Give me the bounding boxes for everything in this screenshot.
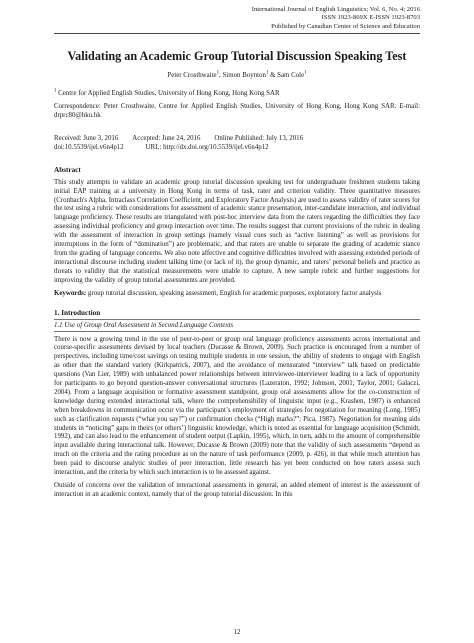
received-date: Received: June 3, 2016 xyxy=(54,134,119,142)
author-affiliation-mark: 1 xyxy=(265,70,269,76)
subsection-heading: 1.1 Use of Group Oral Assessment in Second Language Contexts xyxy=(54,321,234,329)
author-name: Sam Cole xyxy=(277,72,305,79)
section-heading: 1. Introduction xyxy=(54,308,101,317)
intro-paragraph-1: There is now a growing trend in the use of peer-to-peer or group oral language proficiency assessments across international and course-specific assessments devised by local teachers (Ducasse & Brown, 2009). Such practice is encouraged from a number of perspectives, including time/cost savings on testing multiple students in one session, the ability of students to engage with English as other than the standard variety (Kirkpatrick, 2007), and the avoidance of mensurated “interview” talk based on predictable questions (Van Lier, 1989) with unbalanced power relationships between interviewee-interviewer leading to a lack of opportunity for participants to go beyond question-answer conversational structures (Lazeraton, 1992; Johnson, 2001; Taylor, 2001; Galaczi, 2004). From a language acquisition or formative assessment standpoint, group oral assessments allow for the co-construction of knowledge during extended interactional talk, where the comprehensibility of linguistic input (e.g., Krashen, 1987) is enhanced when breakdowns in communication occur via the participant’s employment of strategies for negotiation for meaning (Long, 1985) such as clarification requests (“what you say?”) or confirmation checks (“High marks?”: Pica, 1987). Negotiation for meaning aids students in “noticing” gaps in theirs (or others’) linguistic knowledge, which is noted as essential for language acquisition (Schmidt, 1992), and can also lead to the enhancement of student output (Lapkin, 1995), which, in turn, adds to the amount of comprehensible input available during interactional talk. However, Ducasse & Brown (2009) note that the validity of such assessments “depend as much on the criteria and the rating procedure as on the nature of task performance (2009, p. 426), in that while much attention has been paid to discourse analytic studies of peer interaction, little research has yet been conducted on how raters assess such interaction, and the criteria by which such interaction is to be assessed against. xyxy=(54,335,420,477)
intro-paragraph-2: Outside of concerns over the validation of interactional assessments in general, an added element of interest is the assessment of interaction in an academic context, namely that of the group tutorial discussion. In this xyxy=(54,482,420,498)
doi: doi:10.5539/ijel.v6n4p12 xyxy=(54,143,124,151)
affiliation-mark: 1 xyxy=(54,88,57,94)
affiliation xyxy=(54,90,420,99)
abstract-heading: Abstract xyxy=(54,165,81,174)
subsection-rule xyxy=(54,331,420,332)
online-date: Online Published: July 13, 2016 xyxy=(214,134,304,142)
accepted-date: Accepted: June 24, 2016 xyxy=(132,134,201,142)
keywords-label: Keywords: xyxy=(54,289,87,297)
correspondence: Correspondence: Peter Crosthwaite, Centre for Applied English Studies, University of Hong Kong, Hong Kong SAR. E-mail: drprc80@hku.hk xyxy=(54,102,420,119)
journal-line: International Journal of English Linguistics; Vol. 6, No. 4; 2016 xyxy=(251,6,420,13)
abstract-text: This study attempts to validate an academic group tutorial discussion speaking test for undergraduate freshmen students taking initial EAP training at a university in Hong Kong in terms of task, rater and criterion validity. Three quantitative measures (Cronbach's Alpha, Intraclass Correlation Coefficient, and Exploratory Factor Analysis) are used to assess validity of rater scores for the test using a rubric with considerations for assessment of academic stance presentation, inter-candidate interaction, and individual language proficiency. These results are triangulated with post-hoc interview data from the raters regarding the difficulties they face assessing individual proficiency and group interaction over time. The results suggest that current provisions of the rubric in dealing with the assessment of interaction in group settings (namely visual cues such as “active listening” as well as provisions for interruptions in the form of “domination”) are problematic, and that raters are unable to separate the grading of academic stance from the grading of language concerns. We also note affective and cognitive difficulties involved with assessing extended periods of interactional discourse including student talking time (or lack of it), the group dynamic, and raters’ personal beliefs and practice as threats to validity that the statistical measurements were unable to capture. A new sample rubric and further suggestions for improving the validity of group tutorial assessments are provided. xyxy=(54,178,420,284)
issn-line: ISSN 1923-869X E-ISSN 1923-8703 xyxy=(321,14,420,22)
author-affiliation-mark: 1 xyxy=(216,70,220,76)
author-affiliation-mark: 1 xyxy=(304,70,307,76)
journal-header xyxy=(120,6,420,31)
author-name: Simon Boynton xyxy=(222,72,266,79)
doi-url[interactable]: URL: http://dx.doi.org/10.5539/ijel.v6n4p12 xyxy=(145,143,269,151)
author-line: Peter Crosthwaite$^1$, Simon Boynton$^1$ & Sam Cole$^1$ xyxy=(167,70,307,79)
affiliation-text: Centre for Applied English Studies, University of Hong Kong, Hong Kong SAR xyxy=(58,90,280,97)
section-rule xyxy=(54,319,420,320)
page-number: 12 xyxy=(233,629,241,636)
article-body xyxy=(54,48,420,500)
publisher-line: Published by Canadian Center of Science and Education xyxy=(271,22,420,30)
publication-dates xyxy=(54,134,420,143)
header-rule xyxy=(54,33,420,34)
keywords-text: group tutorial discussion, speaking assessment, English for academic purposes, exploratory factor analysis xyxy=(87,289,382,297)
author-name: Peter Crosthwaite xyxy=(167,72,217,79)
keywords xyxy=(54,290,420,299)
paper-title: Validating an Academic Group Tutorial Discussion Speaking Test xyxy=(67,49,407,63)
doi-line xyxy=(54,143,420,152)
